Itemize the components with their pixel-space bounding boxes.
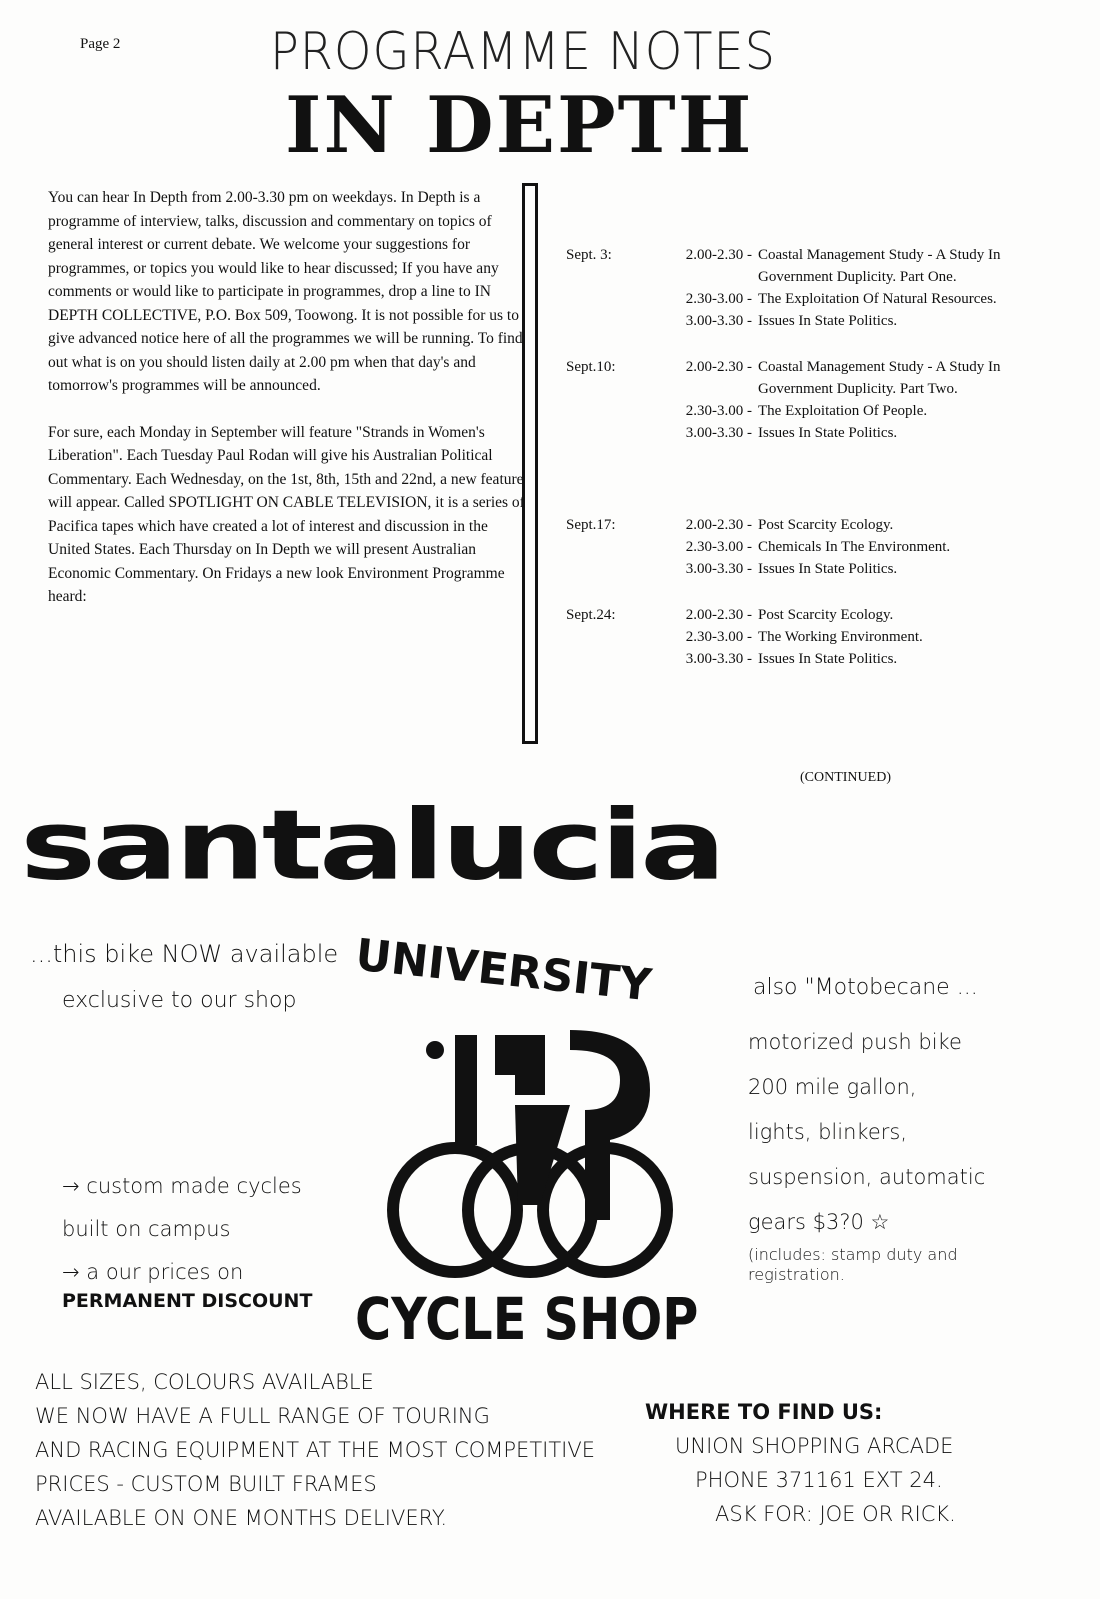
motobecane-text: also "Motobecane ... — [753, 975, 978, 1000]
permanent-discount: PERMANENT DISCOUNT — [62, 1290, 313, 1312]
schedule-row — [566, 244, 1036, 288]
schedule-date — [566, 288, 642, 310]
left-points — [62, 1165, 302, 1294]
intro-paragraph: You can hear In Depth from 2.00-3.30 pm on weekdays. In Depth is a programme of interview, talks, discussion and commentary on topics of general interest or current debate. We welcome your suggestions for programmes, or topics you would like to hear discussed; If you have any comments or would like to participate in programmes, drop a line to IN DEPTH COLLECTIVE, P.O. Box 509, Toowong. It is not possible for us to give advanced notice here of all the programmes we will be running. To find out what is on you should listen daily at 2.00 pm when that day's and tomorrow's programmes will be announced. — [48, 189, 523, 394]
feature-item: 200 mile gallon, — [748, 1075, 917, 1099]
range-line: ALL SIZES, COLOURS AVAILABLE — [35, 1370, 374, 1394]
schedule-date — [566, 400, 642, 422]
schedule-entry — [566, 244, 1036, 332]
now-available-text: ...this bike NOW available — [30, 940, 339, 968]
range-line: PRICES - CUSTOM BUILT FRAMES — [35, 1472, 377, 1496]
feature-item: gears $3?0 ☆ — [748, 1210, 890, 1234]
schedule-row — [566, 536, 1036, 558]
divider-bracket — [522, 183, 538, 744]
wheel-circle — [393, 1148, 517, 1272]
point-item: → a our prices on — [62, 1260, 244, 1284]
schedule-time: 2.30-3.00 - — [685, 629, 752, 645]
point-item: built on campus — [62, 1217, 231, 1241]
schedule-row — [566, 604, 1036, 626]
schedule-date: Sept. 3: — [566, 247, 612, 263]
schedule-title: Post Scarcity Ecology. — [758, 517, 894, 533]
schedule-date — [566, 648, 642, 670]
schedule-row — [566, 558, 1036, 580]
schedule-time: 2.30-3.00 - — [685, 539, 752, 555]
schedule-date — [566, 422, 642, 444]
intro-text — [48, 186, 528, 632]
schedule-date — [566, 310, 642, 332]
schedule-row — [566, 626, 1036, 648]
schedule-row — [566, 400, 1036, 422]
schedule-date: Sept.10: — [566, 359, 616, 375]
where-line: UNION SHOPPING ARCADE — [675, 1434, 954, 1458]
schedule-row — [566, 356, 1036, 400]
schedule-title: Issues In State Politics. — [758, 425, 898, 441]
where-line: ASK FOR: JOE OR RICK. — [715, 1502, 956, 1526]
range-line: WE NOW HAVE A FULL RANGE OF TOURING — [35, 1404, 490, 1428]
schedule-time: 2.00-2.30 - — [685, 607, 752, 623]
range-text — [35, 1365, 595, 1535]
schedule-title: Issues In State Politics. — [758, 651, 898, 667]
schedule-title: Chemicals In The Environment. — [758, 539, 951, 555]
schedule-title: Coastal Management Study - A Study In Government Duplicity. Part One. — [758, 247, 1001, 285]
schedule-title: Post Scarcity Ecology. — [758, 607, 894, 623]
schedule-time: 2.30-3.00 - — [685, 291, 752, 307]
schedule-date — [566, 536, 642, 558]
location-text — [645, 1395, 956, 1531]
schedule-title: Issues In State Politics. — [758, 313, 898, 329]
schedule-time: 3.00-3.30 - — [685, 313, 752, 329]
section-heading: PROGRAMME NOTES — [270, 22, 776, 82]
logo-digit-1 — [455, 1035, 477, 1145]
point-item: → custom made cycles — [62, 1174, 302, 1198]
cycle-shop-logo — [380, 1020, 740, 1290]
university-heading: UNIVERSITY — [353, 929, 654, 1012]
where-heading: WHERE TO FIND US: — [645, 1400, 883, 1424]
schedule-time: 2.00-2.30 - — [685, 247, 752, 263]
cycle-shop-heading: CYCLE SHOP — [355, 1285, 699, 1353]
schedule-row — [566, 288, 1036, 310]
schedule-time: 2.30-3.00 - — [685, 403, 752, 419]
range-line: AVAILABLE ON ONE MONTHS DELIVERY. — [35, 1506, 448, 1530]
schedule-row — [566, 422, 1036, 444]
schedule-title: Issues In State Politics. — [758, 561, 898, 577]
schedule-title: The Exploitation Of Natural Resources. — [758, 291, 997, 307]
schedule-date: Sept.17: — [566, 517, 616, 533]
schedule-time: 2.00-2.30 - — [685, 517, 752, 533]
range-line: AND RACING EQUIPMENT AT THE MOST COMPETITIVE — [35, 1438, 595, 1462]
schedule-time: 3.00-3.30 - — [685, 561, 752, 577]
schedule-time: 3.00-3.30 - — [685, 651, 752, 667]
schedule-title: The Exploitation Of People. — [758, 403, 928, 419]
intro-paragraph: For sure, each Monday in September will feature "Strands in Women's Liberation". Each Tuesday Paul Rodan will give his Australian Political Commentary. Each Wednesday, on the 1st, 8th, 15th and 22nd, a new feature will appear. Called SPOTLIGHT ON CABLE TELEVISION, it is a series of Pacifica tapes which have created a lot of interest and discussion in the United States. Each Thursday on In Depth we will present Australian Economic Commentary. On Fridays a new look Environment Programme heard: — [48, 423, 525, 605]
feature-item: motorized push bike — [748, 1030, 962, 1054]
brand-logo: santalucia — [20, 790, 723, 902]
schedule-entry — [566, 356, 1036, 444]
schedule-time: 2.00-2.30 - — [685, 359, 752, 375]
schedule-date — [566, 558, 642, 580]
logo-digit-9 — [495, 1035, 545, 1095]
schedule-time: 3.00-3.30 - — [685, 425, 752, 441]
schedule-row — [566, 310, 1036, 332]
schedule-row — [566, 648, 1036, 670]
exclusive-text: exclusive to our shop — [62, 988, 297, 1013]
where-line: PHONE 371161 EXT 24. — [695, 1468, 943, 1492]
page-number: Page 2 — [80, 36, 121, 52]
schedule-title: The Working Environment. — [758, 629, 923, 645]
schedule-title: Coastal Management Study - A Study In Government Duplicity. Part Two. — [758, 359, 1001, 397]
schedule-entry — [566, 514, 1036, 580]
schedule-date: Sept.24: — [566, 607, 616, 623]
feature-item: suspension, automatic — [748, 1165, 986, 1189]
continued-note: (CONTINUED) — [800, 770, 891, 785]
logo-dot — [426, 1041, 444, 1059]
feature-item: (includes: stamp duty and registration. — [748, 1245, 958, 1284]
schedule-date — [566, 626, 642, 648]
schedule-row — [566, 514, 1036, 536]
page-title: IN DEPTH — [285, 80, 754, 171]
schedule-entry — [566, 604, 1036, 670]
feature-item: lights, blinkers, — [748, 1120, 907, 1144]
schedule — [566, 244, 1036, 694]
logo-question — [570, 1030, 650, 1220]
features-list — [748, 1020, 985, 1285]
